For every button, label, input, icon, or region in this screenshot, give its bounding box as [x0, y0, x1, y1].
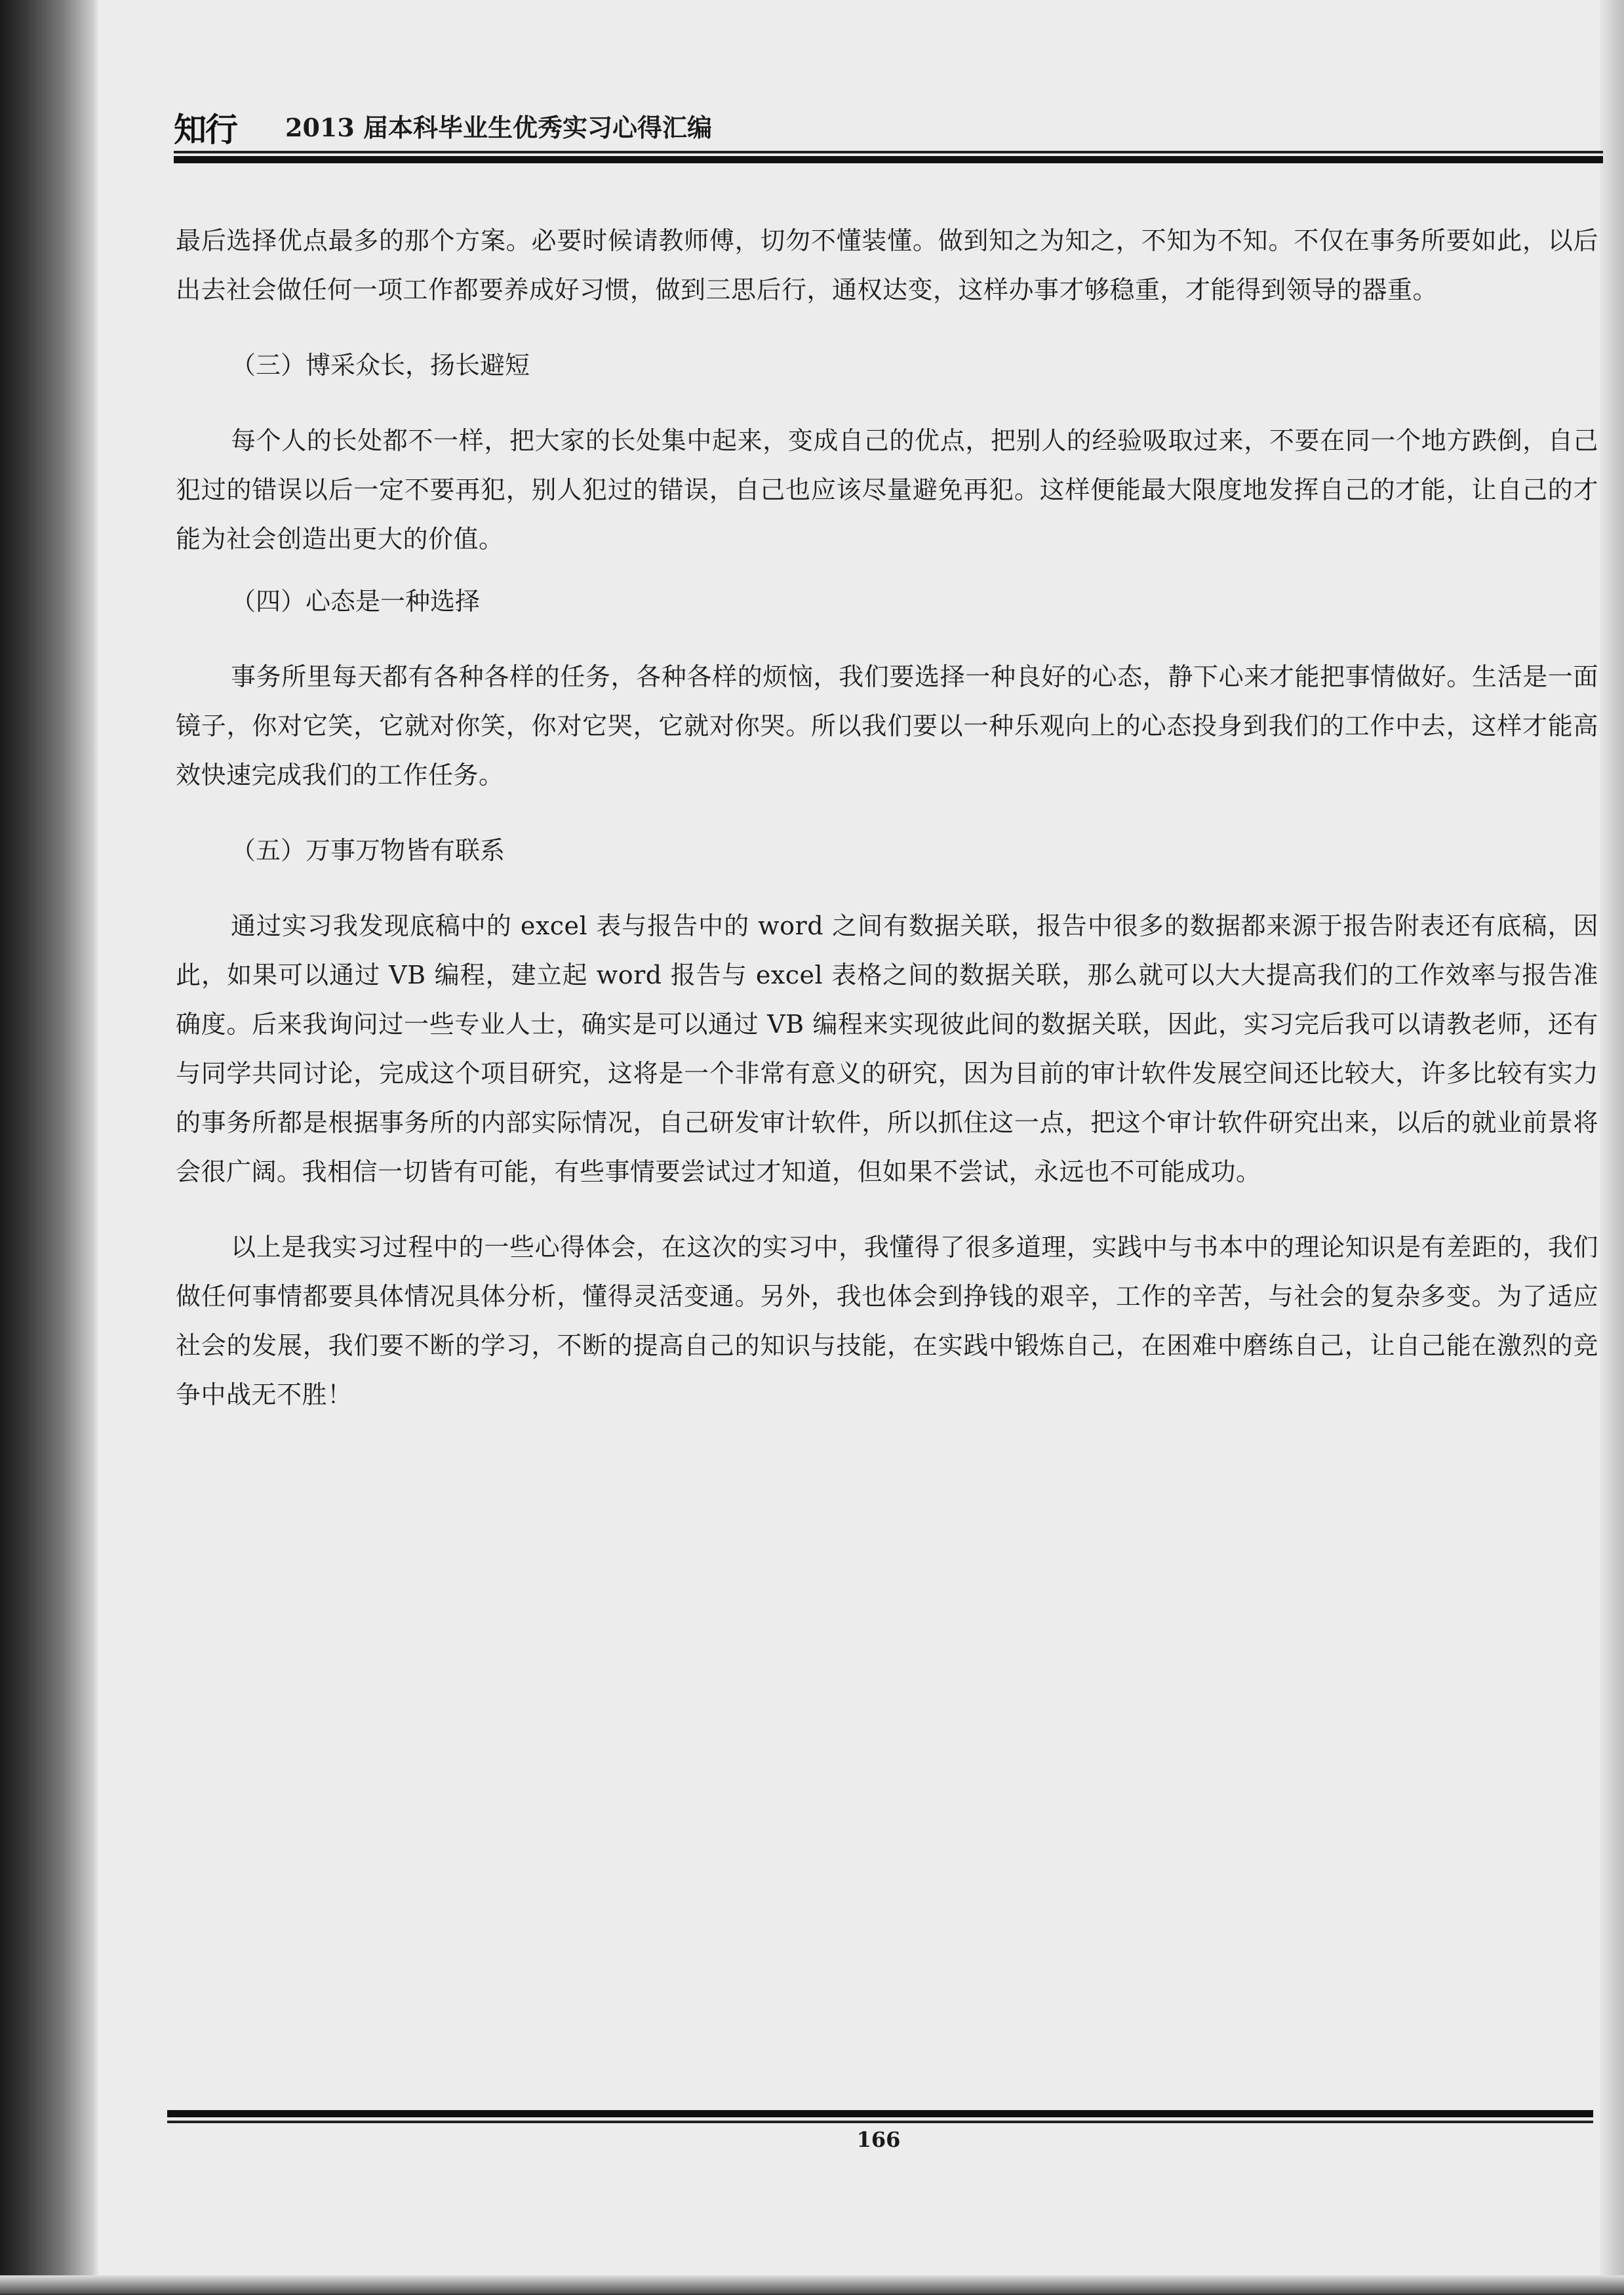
paragraph-strengths: 每个人的长处都不一样，把大家的长处集中起来，变成自己的优点，把别人的经验吸取过来，不要在同一个地方跌倒，自己犯过的错误以后一定不要再犯，别人犯过的错误，自己也应该尽量避免再犯。这样便能最大限度地发挥自己的才能，让自己的才能为社会创造出更大的价值。 — [176, 426, 1598, 553]
footer-rule-thin — [167, 2121, 1593, 2123]
section-heading-4: （四）心态是一种选择 — [231, 587, 481, 616]
header-rule-thin — [174, 151, 1603, 153]
running-header — [174, 98, 1603, 151]
header-rule-thick — [174, 156, 1603, 163]
paragraph-summary: 以上是我实习过程中的一些心得体会，在这次的实习中，我懂得了很多道理，实践中与书本中的理论知识是有差距的，我们做任何事情都要具体情况具体分析，懂得灵活变通。另外，我也体会到挣钱的艰辛，工作的辛苦，与社会的复杂多变。为了适应社会的发展，我们要不断的学习，不断的提高自己的知识与技能，在实践中锻炼自己，在困难中磨练自己，让自己能在激烈的竞争中战无不胜！ — [176, 1233, 1598, 1409]
paragraph-data-linkage: 通过实习我发现底稿中的 excel 表与报告中的 word 之间有数据关联，报告中很多的数据都来源于报告附表还有底稿，因此，如果可以通过 VB 编程，建立起 word 报告与 excel 表格之间的数据关联，那么就可以大大提高我们的工作效率与报告准确度。后来我询问过一些专业人士，确实是可以通过 VB 编程来实现彼此间的数据关联，因此，实习完后我可以请教老师，还有与同学共同讨论，完成这个项目研究，这将是一个非常有意义的研究，因为目前的审计软件发展空间还比较大，许多比较有实力的事务所都是根据事务所的内部实际情况，自己研发审计软件，所以抓住这一点，把这个审计软件研究出来，以后的就业前景将会很广阔。我相信一切皆有可能，有些事情要尝试过才知道，但如果不尝试，永远也不可能成功。 — [176, 911, 1598, 1186]
book-title: 2013 届本科毕业生优秀实习心得汇编 — [285, 113, 712, 142]
page-number: 166 — [856, 2127, 901, 2152]
paragraph-continued: 最后选择优点最多的那个方案。必要时候请教师傅，切勿不懂装懂。做到知之为知之，不知为不知。不仅在事务所要如此，以后出去社会做任何一项工作都要养成好习惯，做到三思后行，通权达变，这样办事才够稳重，才能得到领导的器重。 — [176, 226, 1598, 304]
brand-logo-text: 知行 — [174, 111, 237, 149]
book-binding-shadow — [0, 0, 98, 2295]
footer-rule-thick — [167, 2110, 1593, 2117]
section-heading-3: （三）博采众长，扬长避短 — [231, 351, 530, 380]
paragraph-attitude: 事务所里每天都有各种各样的任务，各种各样的烦恼，我们要选择一种良好的心态，静下心来才能把事情做好。生活是一面镜子，你对它笑，它就对你笑，你对它哭，它就对你哭。所以我们要以一种乐观向上的心态投身到我们的工作中去，这样才能高效快速完成我们的工作任务。 — [176, 662, 1598, 789]
page-body — [176, 216, 1598, 1420]
page-edge-shadow — [1600, 0, 1624, 2295]
scan-bottom-shadow — [0, 2275, 1624, 2295]
section-heading-5: （五）万事万物皆有联系 — [231, 836, 505, 865]
